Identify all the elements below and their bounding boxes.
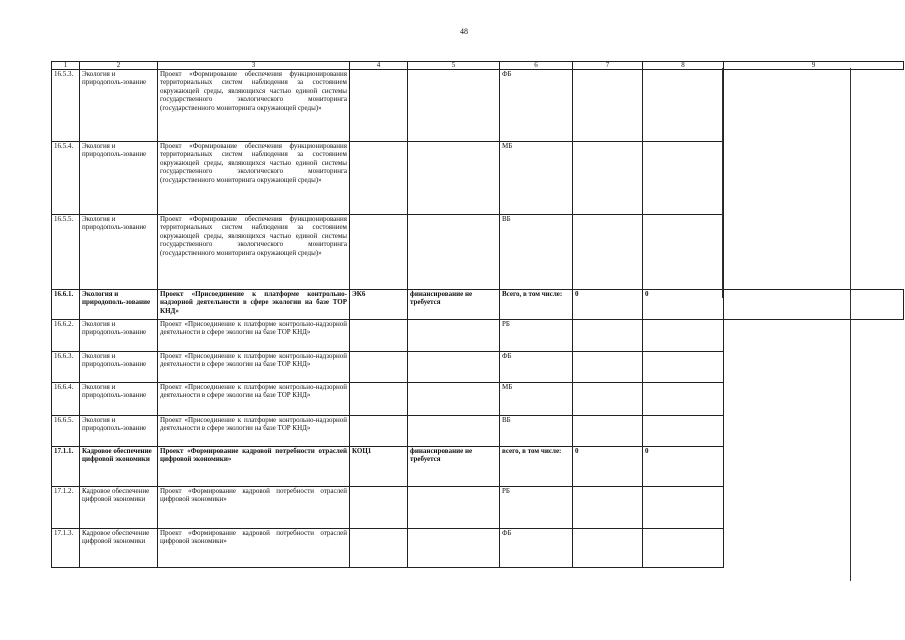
financing-cell xyxy=(408,383,500,416)
table-header-row xyxy=(52,62,904,70)
code-cell xyxy=(350,142,408,215)
header-cell: 3 xyxy=(158,62,350,70)
empty-cell xyxy=(724,447,904,487)
code-cell xyxy=(350,320,408,352)
header-cell: 1 xyxy=(52,62,80,70)
value-cell-7 xyxy=(573,487,643,529)
code-cell xyxy=(350,352,408,383)
code-cell xyxy=(350,383,408,416)
project-cell: Проект «Формирование обеспечения функционирования территориальных систем наблюдения за состоянием окружающей среды, являющихся частью единой системы государственного экологического мониторинга (государственного мониторинга окружающей среды)» xyxy=(158,142,350,215)
source-cell: МБ xyxy=(500,142,573,215)
table-row xyxy=(52,447,904,487)
project-cell: Проект «Присоединение к платформе контрольно-надзорной деятельности в сфере экологии на базе ТОР КНД» xyxy=(158,416,350,447)
project-cell: Проект «Формирование кадровой потребности отраслей цифровой экономики» xyxy=(158,487,350,529)
financing-cell xyxy=(408,529,500,568)
value-cell-7 xyxy=(573,320,643,352)
financing-cell: финансирование не требуется xyxy=(408,447,500,487)
value-cell-8 xyxy=(643,487,724,529)
table-row xyxy=(52,416,904,447)
value-cell-8 xyxy=(643,529,724,568)
area-cell: Экология и природополь-зование xyxy=(80,70,158,142)
value-cell-8 xyxy=(643,320,724,352)
row-number-cell: 16.5.4. xyxy=(52,142,80,215)
value-cell-8 xyxy=(643,215,724,290)
area-cell: Экология и природополь-зование xyxy=(80,383,158,416)
value-cell-7 xyxy=(573,352,643,383)
value-cell-8 xyxy=(643,352,724,383)
code-cell: КОЦ1 xyxy=(350,447,408,487)
table-row xyxy=(52,320,904,352)
value-cell-8 xyxy=(643,70,724,142)
table-row xyxy=(52,290,904,320)
row-number-cell: 16.6.3. xyxy=(52,352,80,383)
row-number-cell: 17.1.3. xyxy=(52,529,80,568)
table-row xyxy=(52,70,904,142)
header-cell: 2 xyxy=(80,62,158,70)
col9-divider-line xyxy=(722,68,723,298)
header-cell: 8 xyxy=(643,62,724,70)
empty-cell xyxy=(724,70,904,142)
row-number-cell: 16.6.5. xyxy=(52,416,80,447)
source-cell: РБ xyxy=(500,320,573,352)
value-cell-8 xyxy=(643,383,724,416)
code-cell xyxy=(350,215,408,290)
area-cell: Экология и природополь-зование xyxy=(80,215,158,290)
source-cell: ФБ xyxy=(500,529,573,568)
value-cell-7 xyxy=(573,215,643,290)
value-cell-7 xyxy=(573,529,643,568)
table-row xyxy=(52,352,904,383)
project-cell: Проект «Присоединение к платформе контрольно-надзорной деятельности в сфере экологии на базе ТОР КНД» xyxy=(158,352,350,383)
code-cell xyxy=(350,529,408,568)
financing-cell: финансирование не требуется xyxy=(408,290,500,320)
value-cell-8 xyxy=(643,142,724,215)
row-number-cell: 16.5.5. xyxy=(52,215,80,290)
project-cell: Проект «Присоединение к платформе контрольно-надзорной деятельности в сфере экологии на базе ТОР КНД» xyxy=(158,290,350,320)
project-cell: Проект «Формирование кадровой потребности отраслей цифровой экономики» xyxy=(158,529,350,568)
row-number-cell: 16.5.3. xyxy=(52,70,80,142)
empty-cell xyxy=(724,320,904,352)
area-cell: Кадровое обеспечение цифровой экономики xyxy=(80,447,158,487)
financing-cell xyxy=(408,320,500,352)
financing-cell xyxy=(408,416,500,447)
row-number-cell: 16.6.2. xyxy=(52,320,80,352)
value-cell-7 xyxy=(573,142,643,215)
value-cell-8 xyxy=(643,416,724,447)
project-cell: Проект «Формирование обеспечения функционирования территориальных систем наблюдения за состоянием окружающей среды, являющихся частью единой системы государственного экологического мониторинга (государственного мониторинга окружающей среды)» xyxy=(158,70,350,142)
financing-cell xyxy=(408,70,500,142)
source-cell: МБ xyxy=(500,383,573,416)
empty-cell xyxy=(724,142,904,215)
table-row xyxy=(52,487,904,529)
budget-table xyxy=(51,61,904,568)
area-cell: Кадровое обеспечение цифровой экономики xyxy=(80,487,158,529)
area-cell: Экология и природополь-зование xyxy=(80,290,158,320)
right-border-line xyxy=(850,68,851,581)
area-cell: Кадровое обеспечение цифровой экономики xyxy=(80,529,158,568)
code-cell: ЭК6 xyxy=(350,290,408,320)
empty-cell xyxy=(724,416,904,447)
value-cell-7 xyxy=(573,70,643,142)
value-cell-7 xyxy=(573,383,643,416)
header-cell: 9 xyxy=(724,62,904,70)
empty-cell xyxy=(724,215,904,290)
value-cell-8: 0 xyxy=(643,290,724,320)
source-cell: ВБ xyxy=(500,416,573,447)
row-number-cell: 16.6.4. xyxy=(52,383,80,416)
project-cell: Проект «Присоединение к платформе контрольно-надзорной деятельности в сфере экологии на базе ТОР КНД» xyxy=(158,320,350,352)
value-cell-8: 0 xyxy=(643,447,724,487)
source-cell: всего, в том числе: xyxy=(500,447,573,487)
table-row xyxy=(52,529,904,568)
empty-cell xyxy=(724,487,904,529)
code-cell xyxy=(350,70,408,142)
source-cell: ВБ xyxy=(500,215,573,290)
source-cell: ФБ xyxy=(500,70,573,142)
row-number-cell: 17.1.2. xyxy=(52,487,80,529)
area-cell: Экология и природополь-зование xyxy=(80,352,158,383)
value-cell-9 xyxy=(724,290,904,320)
value-cell-7: 0 xyxy=(573,290,643,320)
project-cell: Проект «Формирование обеспечения функционирования территориальных систем наблюдения за состоянием окружающей среды, являющихся частью единой системы государственного экологического мониторинга (государственного мониторинга окружающей среды)» xyxy=(158,215,350,290)
area-cell: Экология и природополь-зование xyxy=(80,320,158,352)
code-cell xyxy=(350,487,408,529)
code-cell xyxy=(350,416,408,447)
row-number-cell: 16.6.1. xyxy=(52,290,80,320)
project-cell: Проект «Формирование кадровой потребности отраслей цифровой экономики» xyxy=(158,447,350,487)
empty-cell xyxy=(724,529,904,568)
header-cell: 7 xyxy=(573,62,643,70)
area-cell: Экология и природополь-зование xyxy=(80,142,158,215)
area-cell: Экология и природополь-зование xyxy=(80,416,158,447)
table-row xyxy=(52,215,904,290)
page-number: 48 xyxy=(460,27,468,36)
table-row xyxy=(52,142,904,215)
financing-cell xyxy=(408,352,500,383)
source-cell: Всего, в том числе: xyxy=(500,290,573,320)
project-cell: Проект «Присоединение к платформе контрольно-надзорной деятельности в сфере экологии на базе ТОР КНД» xyxy=(158,383,350,416)
value-cell-7 xyxy=(573,416,643,447)
empty-cell xyxy=(724,352,904,383)
row-number-cell: 17.1.1. xyxy=(52,447,80,487)
financing-cell xyxy=(408,215,500,290)
source-cell: РБ xyxy=(500,487,573,529)
header-cell: 4 xyxy=(350,62,408,70)
table-row xyxy=(52,383,904,416)
source-cell: ФБ xyxy=(500,352,573,383)
financing-cell xyxy=(408,487,500,529)
value-cell-7: 0 xyxy=(573,447,643,487)
empty-cell xyxy=(724,383,904,416)
header-cell: 6 xyxy=(500,62,573,70)
financing-cell xyxy=(408,142,500,215)
header-cell: 5 xyxy=(408,62,500,70)
